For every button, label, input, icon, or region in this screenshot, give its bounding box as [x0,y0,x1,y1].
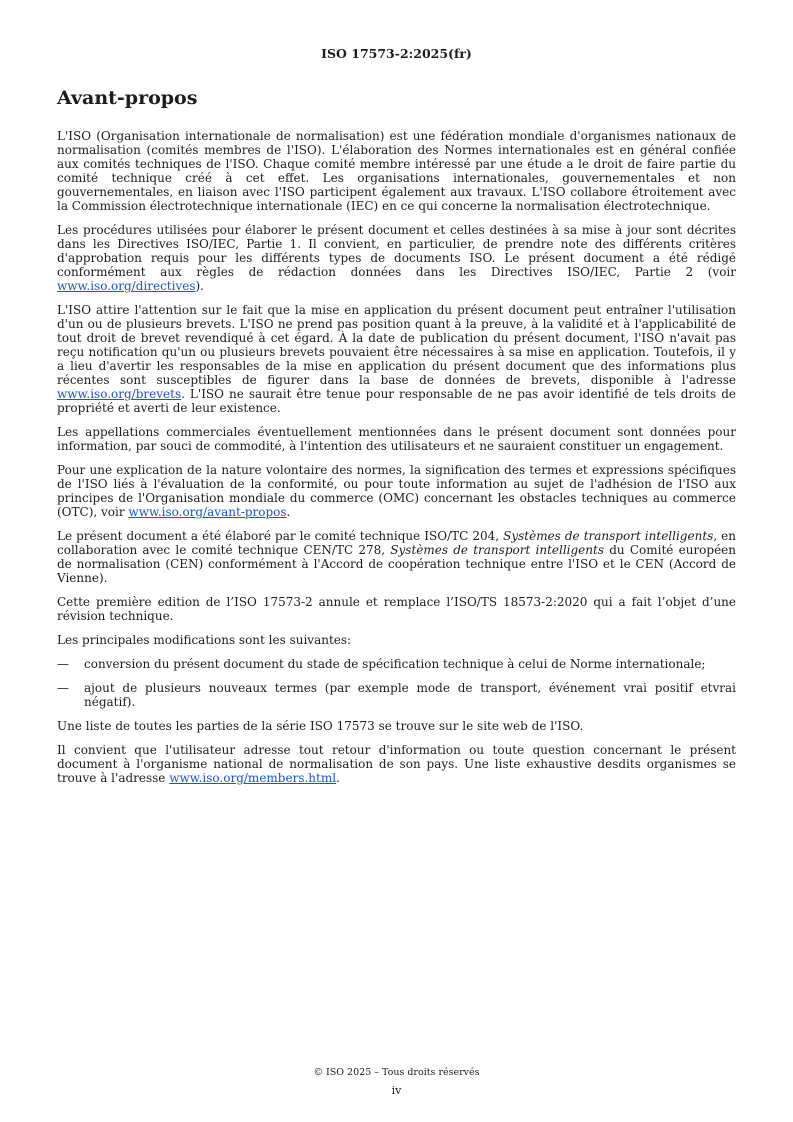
paragraph-changes-intro [57,633,736,647]
paragraph-trade-names [57,425,736,453]
changes-list [57,657,736,709]
list-item-text: ajout de plusieurs nouveaux termes (par exemple mode de transport, événement vrai positif etvrai négatif). [84,681,736,709]
link-foreword[interactable]: www.iso.org/avant-propos [128,505,287,519]
paragraph-text: Les principales modifications sont les suivantes: [57,633,352,647]
page-number: iv [391,1084,402,1097]
link-members[interactable]: www.iso.org/members.html [169,771,337,785]
paragraph-text: Il convient que l'utilisateur adresse tout retour d'information ou toute question concernant le présent document à l'organisme national de normalisation de son pays. Une liste exhaustive desdits organismes se trouve à l'adresse [57,743,736,785]
paragraph-procedures [57,223,736,293]
list-item [57,681,736,709]
list-dash: — [57,681,69,695]
link-directives[interactable]: www.iso.org/directives [57,279,196,293]
paragraph-text: Pour une explication de la nature volontaire des normes, la signification des termes et expressions spécifiques de l'ISO liés à l'évaluation de la conformité, ou pour toute information au sujet de l'adhésion de l'ISO aux principes de l'Organisation mondiale du commerce (OMC) concernant les obstacles techniques au commerce (OTC), voir [57,463,736,519]
document-identifier: ISO 17573-2:2025(fr) [321,46,472,61]
paragraph-patents [57,303,736,415]
paragraph-text: Une liste de toutes les parties de la série ISO 17573 se trouve sur le site web de l'ISO. [57,719,584,733]
paragraph-feedback [57,743,736,785]
paragraph-text: Cette première edition de l’ISO 17573-2 annule et remplace l’ISO/TS 18573-2:2020 qui a fait l’objet d’une révision technique. [57,595,736,623]
paragraph-text: . [286,505,291,519]
list-item-text: conversion du présent document du stade de spécification technique à celui de Norme internationale; [84,657,706,671]
list-item [57,657,736,671]
page-title: Avant-propos [57,87,198,109]
paragraph-text: Le présent document a été élaboré par le comité technique ISO/TC 204, [57,529,504,543]
document-footer [0,1064,793,1100]
paragraph-text: L'ISO attire l'attention sur le fait que la mise en application du présent document peut entraîner l'utilisation d'un ou de plusieurs brevets. L'ISO ne prend pas position quant à la preuve, à la validité et à l'applicabilité de tout droit de brevet revendiqué à cet égard. À la date de publication du présent document, l'ISO n'avait pas reçu notification qu'un ou plusieurs brevets pouvaient être nécessaires à sa mise en application. Toutefois, il y a lieu d'avertir les responsables de la mise en application du présent document que des informations plus récentes sont susceptibles de figurer dans la base de données de brevets, disponible à l'adresse [57,303,736,387]
list-dash: — [57,657,69,671]
link-patents[interactable]: www.iso.org/brevets [57,387,182,401]
paragraph-text: , en collaboration avec le comité technique CEN/TC 278, [57,529,736,557]
committee-title-italic: Systèmes de transport intelligents [503,529,714,543]
paragraph-edition [57,595,736,623]
paragraph-series-parts [57,719,736,733]
document-header [0,46,793,62]
foreword-body [57,129,736,795]
paragraph-text: L'ISO (Organisation internationale de normalisation) est une fédération mondiale d'organismes nationaux de normalisation (comités membres de l'ISO). L'élaboration des Normes internationales est en général confiée aux comités techniques de l'ISO. Chaque comité membre intéressé par une étude a le droit de faire partie du comité technique créé à cet effet. Les organisations internationales, gouvernementales et non gouvernementales, en liaison avec l'ISO participent également aux travaux. L'ISO collabore étroitement avec la Commission électrotechnique internationale (IEC) en ce qui concerne la normalisation électrotechnique. [57,129,736,213]
paragraph-text: . L'ISO ne saurait être tenue pour responsable de ne pas avoir identifié de tels droits de propriété et averti de leur existence. [57,387,736,415]
paragraph-text: Les appellations commerciales éventuellement mentionnées dans le présent document sont données pour information, par souci de commodité, à l'intention des utilisateurs et ne sauraient constituer un engagement. [57,425,736,453]
paragraph-text: . [336,771,340,785]
paragraph-text: ). [195,279,204,293]
committee-title-italic: Systèmes de transport intelligents [390,543,604,557]
paragraph-committee [57,529,736,585]
paragraph-text: du Comité européen de normalisation (CEN) conformément à l'Accord de coopération technique entre l'ISO et le CEN (Accord de Vienne). [57,543,736,585]
copyright-notice: © ISO 2025 – Tous droits réservés [313,1067,480,1078]
paragraph-text: Les procédures utilisées pour élaborer le présent document et celles destinées à sa mise à jour sont décrites dans les Directives ISO/IEC, Partie 1. Il convient, en particulier, de prendre note des différents critères d'approbation requis pour les différents types de documents ISO. Le présent document a été rédigé conformément aux règles de rédaction données dans les Directives ISO/IEC, Partie 2 (voir [57,223,736,279]
paragraph-iso-overview [57,129,736,213]
paragraph-voluntary-nature [57,463,736,519]
